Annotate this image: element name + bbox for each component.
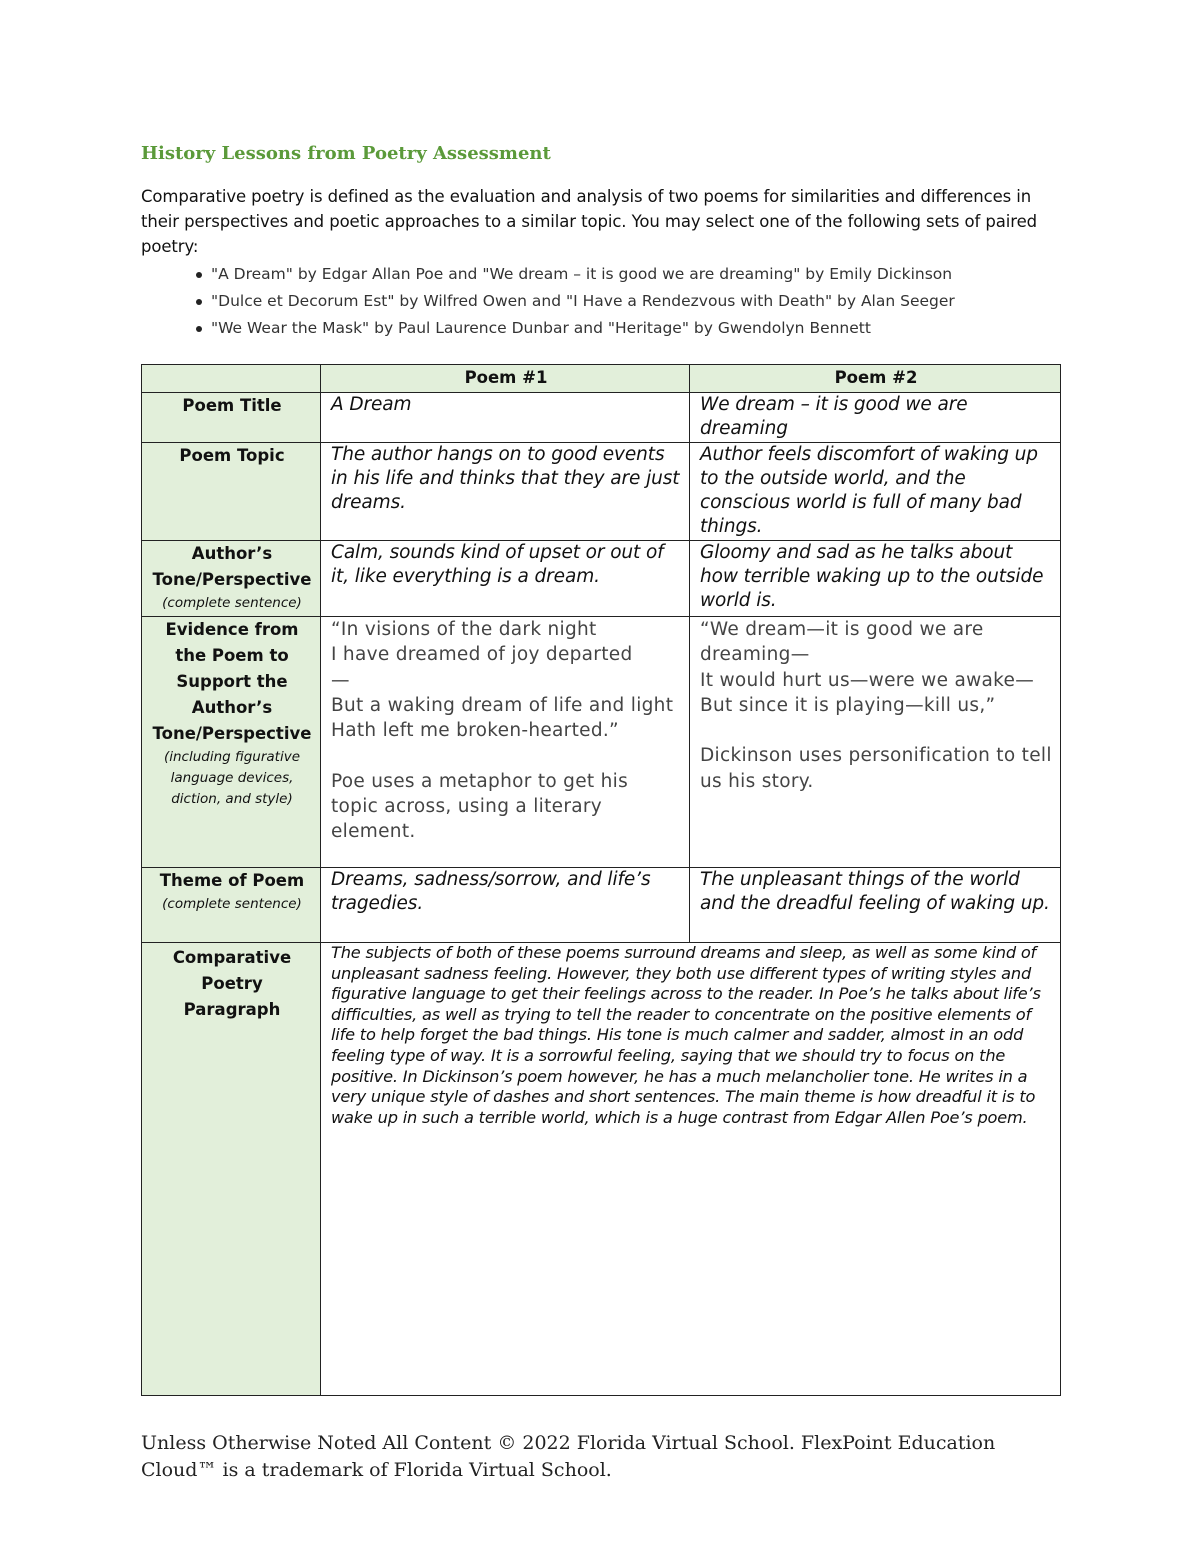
table-row xyxy=(142,868,1061,943)
copyright-footer: Unless Otherwise Noted All Content © 2022 Florida Virtual School. FlexPoint Education Cloud™ is a trademark of Florida Virtual School. xyxy=(141,1432,996,1481)
poem2-tone-cell[interactable] xyxy=(690,541,1061,617)
theme-label: Theme of Poem xyxy=(159,871,305,890)
list-item xyxy=(141,315,1071,342)
tone-label: Author’s Tone/Perspective xyxy=(152,544,312,589)
poem1-evidence-cell[interactable] xyxy=(321,617,690,868)
comparative-paragraph: The subjects of both of these poems surround dreams and sleep, as well as some kind of unpleasant sadness feeling. However, they both use different types of writing styles and figurative language to get their feelings across to the reader. In Poe’s he talks about life’s difficulties, as well as trying to tell the reader to concentrate on the positive elements of life to help forget the bad things. His tone is much calmer and sadder, almost in an odd feeling type of way. It is a sorrowful feeling, saying that we should try to focus on the positive. In Dickinson’s poem however, he has a much melancholier tone. He writes in a very unique style of dashes and short sentences. The main theme is how dreadful it is to wake up in such a terrible world, which is a huge contrast from Edgar Allen Poe’s poem. xyxy=(331,943,1041,1127)
list-item xyxy=(141,261,1071,288)
poem2-title-cell[interactable] xyxy=(690,393,1061,443)
table-header-row xyxy=(142,365,1061,393)
poem1-title-cell[interactable] xyxy=(321,393,690,443)
header-corner-cell xyxy=(142,365,321,393)
row-label-poem-topic: Poem Topic xyxy=(142,443,321,541)
poem1-topic-cell[interactable] xyxy=(321,443,690,541)
comparative-paragraph-cell[interactable] xyxy=(321,943,1061,1396)
poem1-tone: Calm, sounds kind of upset or out of it, like everything is a dream. xyxy=(331,542,664,587)
table-row xyxy=(142,443,1061,541)
poem2-evidence-cell[interactable] xyxy=(690,617,1061,868)
theme-note: (complete sentence) xyxy=(162,896,302,912)
row-label-comparative: Comparative Poetry Paragraph xyxy=(142,943,321,1396)
column-header-poem2: Poem #2 xyxy=(690,365,1061,393)
poem1-evidence: “In visions of the dark night I have dreamed of joy departed — But a waking dream of life and light Hath left me broken-hearted.” Poe uses a metaphor to get his topic across, using a literary element. xyxy=(331,619,674,843)
row-label-evidence xyxy=(142,617,321,868)
table-row xyxy=(142,617,1061,868)
row-label-tone xyxy=(142,541,321,617)
tone-note: (complete sentence) xyxy=(162,595,302,611)
poem1-theme: Dreams, sadness/sorrow, and life’s tragedies. xyxy=(331,869,651,914)
evidence-label: Evidence from the Poem to Support the Author’s Tone/Perspective xyxy=(152,620,312,743)
row-label-theme xyxy=(142,868,321,943)
poem2-evidence: “We dream—it is good we are dreaming— It would hurt us—were we awake— But since it is playing—kill us,” Dickinson uses personification to tell us his story. xyxy=(700,619,1052,792)
pair-text: "Dulce et Decorum Est" by Wilfred Owen and "I Have a Rendezvous with Death" by Alan Seeger xyxy=(211,292,955,310)
poem1-tone-cell[interactable] xyxy=(321,541,690,617)
table-row xyxy=(142,541,1061,617)
column-header-poem1: Poem #1 xyxy=(321,365,690,393)
poem2-topic: Author feels discomfort of waking up to the outside world, and the conscious world is full of many bad things. xyxy=(700,444,1038,537)
poem-pairs-list xyxy=(141,261,1071,342)
bullet-icon xyxy=(196,272,202,278)
table-row xyxy=(142,943,1061,1396)
row-label-poem-title: Poem Title xyxy=(142,393,321,443)
list-item xyxy=(141,288,1071,315)
bullet-icon xyxy=(196,299,202,305)
poem2-title: We dream – it is good we are dreaming xyxy=(700,394,968,439)
poem1-title: A Dream xyxy=(331,394,412,415)
evidence-note: (including figurative language devices, diction, and style) xyxy=(163,749,301,807)
page-title: History Lessons from Poetry Assessment xyxy=(141,143,551,164)
poem2-theme-cell[interactable] xyxy=(690,868,1061,943)
poem1-theme-cell[interactable] xyxy=(321,868,690,943)
bullet-icon xyxy=(196,326,202,332)
intro-paragraph: Comparative poetry is defined as the evaluation and analysis of two poems for similarities and differences in their perspectives and poetic approaches to a similar topic. You may select one of the following sets of paired poetry: xyxy=(141,187,1038,256)
poem2-theme: The unpleasant things of the world and the dreadful feeling of waking up. xyxy=(700,869,1050,914)
poem1-topic: The author hangs on to good events in his life and thinks that they are just dreams. xyxy=(331,444,680,513)
pair-text: "We Wear the Mask" by Paul Laurence Dunbar and "Heritage" by Gwendolyn Bennett xyxy=(211,319,871,337)
poem2-topic-cell[interactable] xyxy=(690,443,1061,541)
table-row xyxy=(142,393,1061,443)
poem2-tone: Gloomy and sad as he talks about how terrible waking up to the outside world is. xyxy=(700,542,1044,611)
comparison-table xyxy=(141,364,1061,1396)
pair-text: "A Dream" by Edgar Allan Poe and "We dream – it is good we are dreaming" by Emily Dickinson xyxy=(211,265,953,283)
